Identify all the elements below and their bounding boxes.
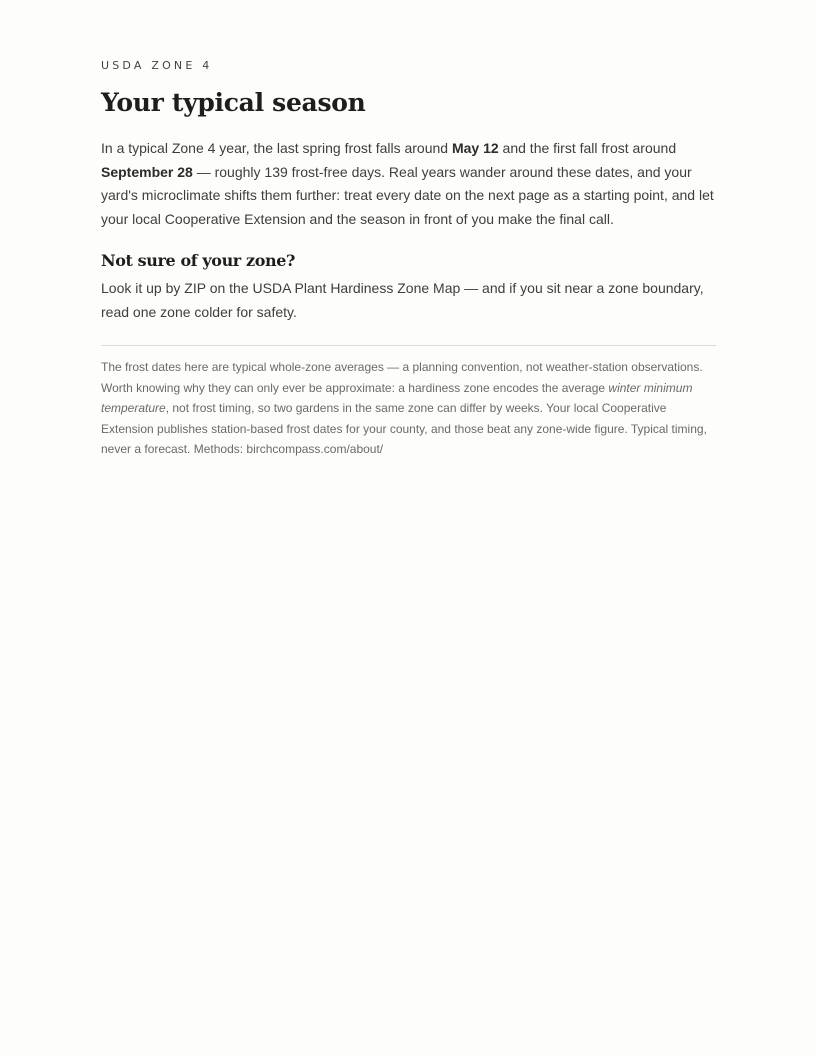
note-text-1: The frost dates here are typical whole-zone averages — a planning convention, not weather-station observations. Worth knowing why they can only ever be approximate: a hardiness zone encodes the average [101,360,703,395]
note-emphasis: winter minimum temperature [101,380,693,415]
intro-paragraph [101,137,716,231]
first-frost-date: September 28 [101,163,193,180]
methods-note [101,357,716,460]
intro-text-1: In a typical Zone 4 year, the last spring frost falls around [101,140,452,156]
intro-text-2: and the first fall frost around [498,140,677,156]
note-text-2: , not frost timing, so two gardens in the same zone can differ by weeks. Your local Cooperative Extension publishes station-based frost dates for your county, and those beat any zone-wide figure. Typical timing, never a forecast. Methods: [101,401,707,456]
section-divider [101,345,716,346]
last-frost-date: May 12 [451,140,499,156]
methods-link[interactable]: birchcompass.com/about/ [246,442,384,456]
intro-text-3: — roughly 139 frost-free days. Real years wander around these dates, and your yard's microclimate shifts them further: treat every date on the next page as a starting point, and let your local Cooperative Extension and the season in front of you make the final call. [101,163,714,227]
page-title: Your typical season [101,88,366,117]
zone-eyebrow: USDA ZONE 4 [101,59,213,72]
zone-help-heading: Not sure of your zone? [101,251,295,270]
zone-help-paragraph: Look it up by ZIP on the USDA Plant Hardiness Zone Map — and if you sit near a zone boundary, read one zone colder for safety. [101,280,704,320]
